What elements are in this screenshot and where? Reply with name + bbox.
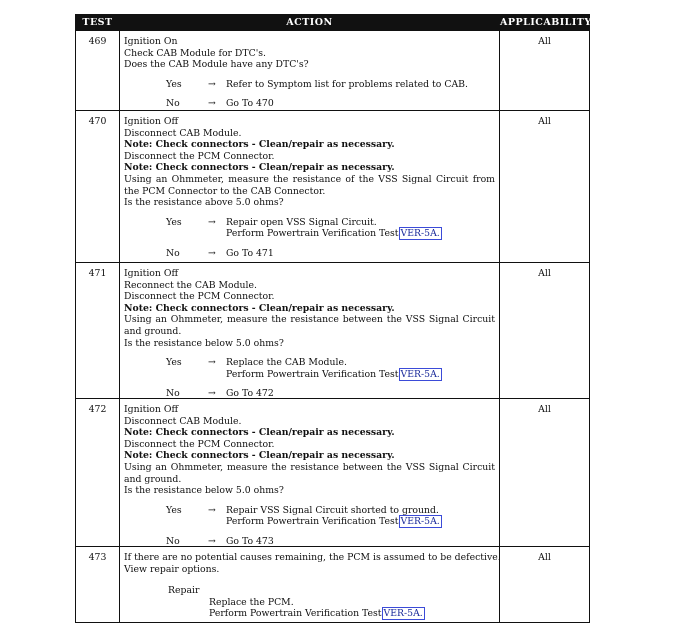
result-line: Perform Powertrain Verification Test	[226, 228, 399, 240]
table-row	[76, 30, 589, 110]
table-row	[76, 546, 589, 622]
applicability: All	[538, 268, 551, 279]
result-line: Repair VSS Signal Circuit shorted to ground.	[226, 504, 439, 516]
result-text	[226, 357, 442, 369]
action-text: Disconnect CAB Module.	[124, 127, 242, 139]
result-text	[209, 608, 495, 620]
option-key: Yes	[166, 357, 182, 369]
arrow-icon: →	[208, 98, 216, 110]
action-cell	[119, 31, 500, 110]
result-text	[226, 369, 442, 381]
option-key: No	[166, 98, 180, 110]
diagnostic-table	[75, 14, 590, 623]
action-text: Using an Ohmmeter, measure the resistance of the VSS Signal Circuit from the PCM Connector to the CAB Connector.	[124, 173, 495, 197]
applicability: All	[538, 116, 551, 127]
action-text: Ignition Off	[124, 404, 179, 415]
test-number: 472	[88, 404, 107, 415]
arrow-icon: →	[208, 78, 216, 90]
result-text	[226, 79, 468, 91]
option-results	[226, 248, 274, 260]
table-row	[76, 398, 589, 546]
result-text	[226, 536, 274, 548]
option-no	[124, 98, 495, 110]
option-yes	[124, 79, 495, 91]
result-line: Refer to Symptom list for problems related to CAB.	[226, 78, 468, 90]
action-text: Is the resistance above 5.0 ohms?	[124, 197, 284, 209]
action-text: Using an Ohmmeter, measure the resistance between the VSS Signal Circuit and ground.	[124, 314, 495, 337]
header-applicability: APPLICABILITY	[500, 17, 592, 28]
action-text: Does the CAB Module have any DTC's?	[124, 59, 309, 71]
arrow-icon: →	[208, 535, 216, 547]
option-results	[226, 217, 442, 240]
action-text: Disconnect the PCM Connector.	[124, 150, 275, 162]
action-cell	[119, 111, 500, 262]
action-text: Reconnect the CAB Module.	[124, 279, 257, 291]
action-text: Disconnect CAB Module.	[124, 415, 242, 427]
result-line: Perform Powertrain Verification Test	[226, 516, 399, 528]
option-no	[124, 248, 495, 260]
action-cell	[119, 263, 500, 398]
option-key: No	[166, 535, 180, 547]
arrow-icon: →	[208, 216, 216, 228]
verification-test-link[interactable]: VER-5A.	[383, 608, 423, 620]
option-no	[124, 536, 495, 548]
option-key: Yes	[166, 216, 182, 228]
note-text: Note: Check connectors - Clean/repair as necessary.	[124, 162, 395, 174]
note-text: Note: Check connectors - Clean/repair as necessary.	[124, 450, 395, 462]
option-results	[226, 98, 274, 110]
test-number: 473	[88, 552, 107, 563]
action-cell	[119, 547, 500, 622]
verification-test-link[interactable]: VER-5A.	[400, 368, 440, 380]
header-action: ACTION	[119, 15, 500, 30]
option-results	[226, 536, 274, 548]
verification-test-link[interactable]: VER-5A.	[400, 228, 440, 240]
arrow-icon: →	[208, 388, 216, 400]
applicability: All	[538, 552, 551, 563]
result-line: Repair open VSS Signal Circuit.	[226, 216, 377, 228]
note-text: Note: Check connectors - Clean/repair as necessary.	[124, 302, 395, 314]
action-text: View repair options.	[124, 563, 220, 575]
action-text: If there are no potential causes remaining, the PCM is assumed to be defective.	[124, 552, 501, 563]
result-text	[209, 597, 495, 609]
action-text: Check CAB Module for DTC's.	[124, 47, 266, 59]
option-key: Yes	[166, 504, 182, 516]
note-text: Note: Check connectors - Clean/repair as necessary.	[124, 427, 395, 439]
option-yes	[124, 505, 495, 528]
result-line: Perform Powertrain Verification Test	[209, 608, 382, 620]
option-key: Yes	[166, 78, 182, 90]
action-text: Disconnect the PCM Connector.	[124, 438, 275, 450]
option-results	[226, 79, 468, 91]
arrow-icon: →	[208, 357, 216, 369]
result-line: Go To 472	[226, 388, 274, 400]
applicability: All	[538, 404, 551, 415]
test-number: 469	[88, 36, 107, 47]
repair-results	[168, 597, 495, 620]
repair-label: Repair	[168, 585, 200, 597]
result-text	[226, 228, 442, 240]
action-text: Ignition Off	[124, 268, 179, 279]
action-text: Disconnect the PCM Connector.	[124, 291, 275, 303]
result-line: Go To 471	[226, 247, 274, 259]
result-text	[226, 98, 274, 110]
option-results	[226, 505, 442, 528]
action-text: Ignition Off	[124, 116, 179, 127]
result-line: Go To 473	[226, 535, 274, 547]
option-results	[226, 357, 442, 380]
option-yes	[124, 217, 495, 240]
result-text	[226, 516, 442, 528]
header-test: TEST	[82, 17, 113, 28]
table-row	[76, 262, 589, 398]
result-line: Replace the CAB Module.	[226, 357, 347, 369]
table-row	[76, 110, 589, 262]
repair-options	[124, 585, 495, 620]
option-key: No	[166, 388, 180, 400]
test-number: 470	[88, 116, 107, 127]
arrow-icon: →	[208, 247, 216, 259]
result-line: Replace the PCM.	[209, 596, 294, 608]
test-number: 471	[88, 268, 107, 279]
result-line: Go To 470	[226, 98, 274, 110]
action-cell	[119, 399, 500, 546]
action-text: Ignition On	[124, 36, 178, 47]
result-text	[226, 248, 274, 260]
option-yes	[124, 357, 495, 380]
table-header	[76, 15, 592, 30]
verification-test-link[interactable]: VER-5A.	[400, 516, 440, 528]
action-text: Is the resistance below 5.0 ohms?	[124, 485, 284, 497]
result-line: Perform Powertrain Verification Test	[226, 368, 399, 380]
note-text: Note: Check connectors - Clean/repair as necessary.	[124, 139, 395, 151]
action-text: Is the resistance below 5.0 ohms?	[124, 337, 284, 349]
option-key: No	[166, 247, 180, 259]
action-text: Using an Ohmmeter, measure the resistance between the VSS Signal Circuit and ground.	[124, 461, 495, 485]
applicability: All	[538, 36, 551, 47]
arrow-icon: →	[208, 504, 216, 516]
